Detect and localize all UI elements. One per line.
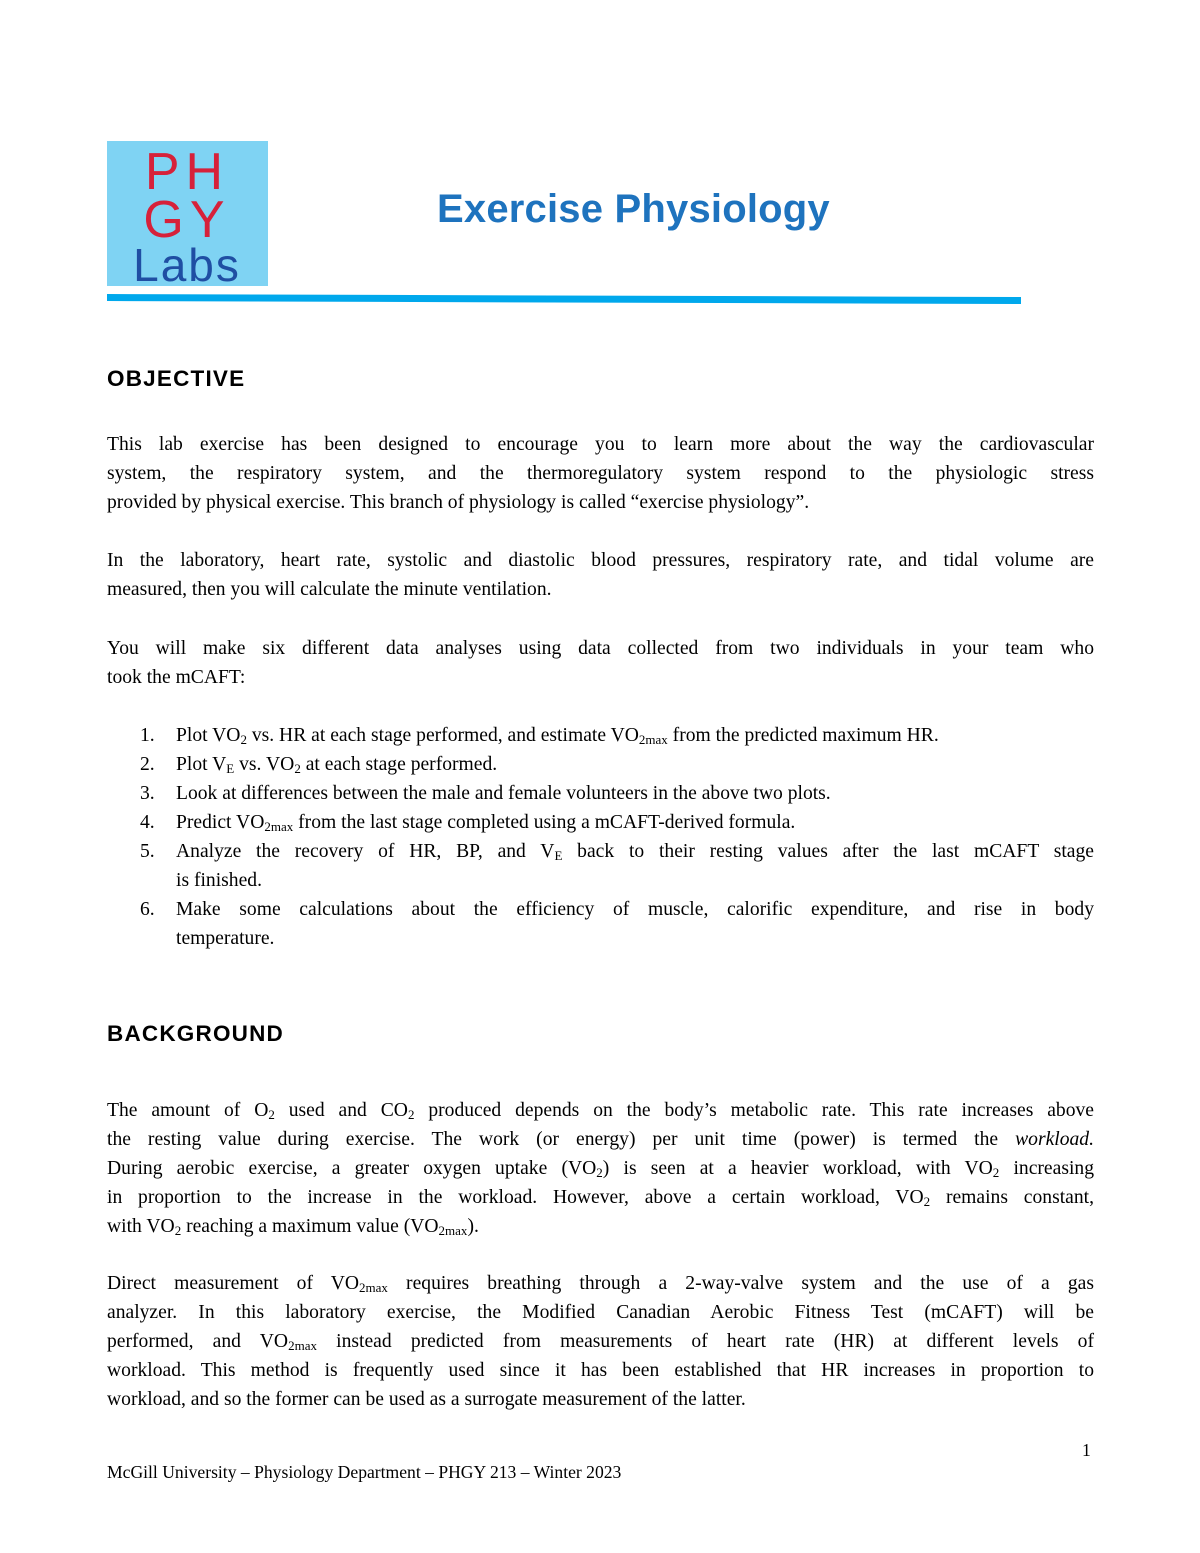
- svg-text:GY: GY: [143, 191, 231, 249]
- footer-text: McGill University – Physiology Department – PHGY 213 – Winter 2023: [107, 1462, 622, 1482]
- phgy-labs-logo: [107, 141, 268, 286]
- list-item: 4. Predict $VO_{2max}$ from the last stage completed using a mCAFT-derived formula.: [140, 812, 796, 834]
- objective-paragraph-2: In the laboratory, heart rate, systolic and diastolic blood pressures, respiratory rate, and tidal volume are measured, then you will calculate the minute ventilation.: [107, 550, 1094, 600]
- list-item: 6. Make some calculations about the efficiency of muscle, calorific expenditure, and rise in body temperature.: [140, 899, 1094, 949]
- background-paragraph-1: The amount of $O_2$ used and $CO_2$ produced depends on the body’s metabolic rate. This rate increases above the resting value during exercise. The work (or energy) per unit time (power) is termed the workload. During aerobic exercise, a greater oxygen uptake $(VO_2)$ is seen at a heavier workload, with $VO_2$ increasing in proportion to the increase in the workload. However, above a certain workload, $VO_2$ remains constant, with $VO_2$ reaching a maximum value $(VO_{2max})$.: [107, 1100, 1094, 1238]
- svg-text:Labs: Labs: [133, 239, 241, 286]
- background-paragraph-2: Direct measurement of $VO_{2max}$ requires breathing through a 2-way-valve system and the use of a gas analyzer. In this laboratory exercise, the Modified Canadian Aerobic Fitness Test (mCAFT) will be performed, and $VO_{2max}$ instead predicted from measurements of heart rate (HR) at different levels of workload. This method is frequently used since it has been established that HR increases in proportion to workload, and so the former can be used as a surrogate measurement of the latter.: [107, 1273, 1095, 1410]
- objective-heading: OBJECTIVE: [107, 366, 246, 391]
- objective-paragraph-1: This lab exercise has been designed to encourage you to learn more about the way the cardiovascular system, the respiratory system, and the thermoregulatory system respond to the physiologic stress provided by physical exercise. This branch of physiology is called “exercise physiology”.: [107, 434, 1094, 513]
- header-rule: [107, 292, 1021, 306]
- page-title: Exercise Physiology: [437, 187, 830, 231]
- svg-text:PH: PH: [144, 143, 230, 201]
- page-number: 1: [1082, 1440, 1091, 1460]
- background-heading: BACKGROUND: [107, 1021, 284, 1046]
- list-item: 1. Plot $VO_2$ vs. HR at each stage performed, and estimate $VO_{2max}$ from the predicted maximum HR.: [140, 725, 939, 747]
- list-item: 3. Look at differences between the male and female volunteers in the above two plots.: [140, 783, 831, 804]
- objective-paragraph-3: You will make six different data analyses using data collected from two individuals in your team who took the mCAFT:: [107, 638, 1094, 688]
- analysis-list: [107, 721, 1094, 953]
- list-item: 2. Plot $V_E$ vs. $VO_2$ at each stage performed.: [140, 754, 498, 776]
- list-item: 5. Analyze the recovery of HR, BP, and $V_E$ back to their resting values after the last mCAFT stage is finished.: [140, 841, 1094, 891]
